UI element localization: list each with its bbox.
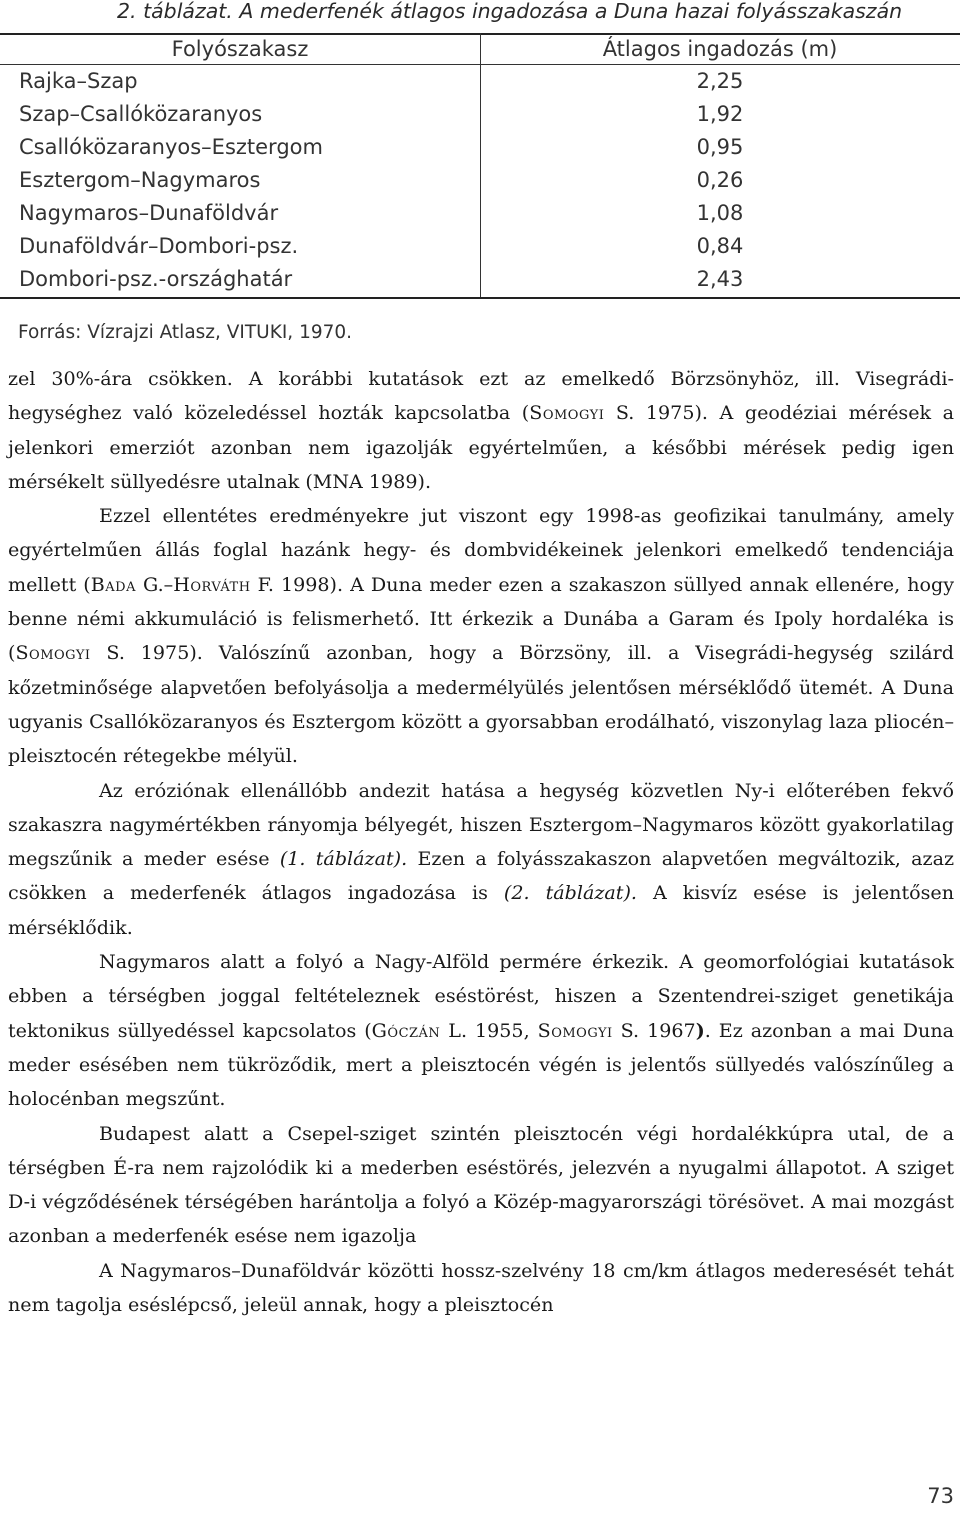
body-text: [8, 362, 954, 1322]
table-cell-value: 1,08: [696, 201, 744, 225]
author-name: Bada: [90, 572, 136, 596]
table-cell-section: Rajka–Szap: [19, 69, 138, 93]
author-name: Góczán: [371, 1018, 441, 1042]
table-cell-value: 2,43: [696, 267, 744, 291]
table-cell-value: 0,95: [696, 135, 744, 159]
table-cell-section: Csallóközaranyos–Esztergom: [19, 135, 323, 159]
table-cell-value: 0,26: [696, 168, 744, 192]
table-bottom-rule: [0, 297, 960, 299]
table-row: [0, 131, 960, 164]
author-name: Somogyi: [15, 641, 91, 665]
table-cell-section: Esztergom–Nagymaros: [19, 168, 261, 192]
page-number: 73: [927, 1484, 954, 1508]
author-name: Somogyi: [529, 401, 605, 425]
paragraph-2: Ezzel ellentétes eredményekre jut viszont egy 1998-as geofizikai tanulmány, amely egyértelműen állás foglal hazánk hegy- és dombvidékeinek jelenkori emelkedő tendenciája mellett (Bada G.–Horváth F. 1998). A Duna meder ezen a szakaszon süllyed annak ellenére, hogy benne némi akkumuláció is felismerhető. Itt érkezik a Dunába a Garam és Ipoly hordaléka is (Somogyi S. 1975). Valószínű azonban, hogy a Börzsöny, ill. a Visegrádi-hegység szilárd kőzetminősége alapvetően befolyásolja a medermélyülés jelentősen mérséklődő ütemét. A Duna ugyanis Csallóközaranyos és Esztergom között a gyorsabban erodálható, viszonylag laza pliocén–pleisztocén rétegekbe mélyül.: [8, 504, 954, 768]
table-cell-section: Dombori-psz.-országhatár: [19, 267, 293, 291]
table-row: [0, 230, 960, 263]
table-reference: (1. táblázat).: [279, 847, 408, 871]
table-cell-section: Nagymaros–Dunaföldvár: [19, 201, 279, 225]
author-name: Somogyi: [537, 1018, 613, 1042]
paragraph-4: Nagymaros alatt a folyó a Nagy-Alföld permére érkezik. A geomorfológiai kutatások ebben a térségben joggal feltételeznek eséstörést, hiszen a Szentendrei-sziget genetikája tektonikus süllyedéssel kapcsolatos (Góczán L. 1955, Somogyi S. 1967). Ez azonban a mai Duna meder esésében nem tükröződik, mert a pleisztocén végén is jelentős süllyedés valószínűleg a holocénban megszűnt.: [8, 950, 955, 1111]
table-row: [0, 65, 960, 98]
table-cell-value: 1,92: [696, 102, 744, 126]
author-name: Horváth: [173, 572, 251, 596]
paragraph-1: zel 30%-ára csökken. A korábbi kutatások ezt az emelkedő Börzsönyhöz, ill. Visegrádi-hegységhez való közeledéssel hozták kapcsolatba (Somogyi S. 1975). A geodéziai mérések a jelenkori emerziót azonban nem igazolják egyértelműen, a későbbi mérések pedig igen mérsékelt süllyedésre utalnak (MNA 1989).: [8, 367, 954, 493]
paragraph-3: Az eróziónak ellenállóbb andezit hatása a hegység közvetlen Ny-i előterében fekvő szakaszra nagymértékben rányomja bélyegét, hiszen Esztergom–Nagymaros között gyakorlatilag megszűnik a meder esése (1. táblázat). Ezen a folyásszakaszon alapvetően megváltozik, azaz csökken a mederfenék átlagos ingadozása is (2. táblázat). A kisvíz esése is jelentősen mérséklődik.: [8, 778, 955, 939]
table-cell-value: 0,84: [696, 234, 744, 258]
table-cell-section: Szap–Csallóközaranyos: [19, 102, 263, 126]
table-row: [0, 98, 960, 131]
table-header-value: Átlagos ingadozás (m): [602, 37, 838, 61]
table-cell-section: Dunaföldvár–Dombori-psz.: [19, 234, 299, 258]
table-header-section: Folyószakasz: [171, 37, 309, 61]
table-cell-value: 2,25: [696, 69, 744, 93]
paragraph-5: Budapest alatt a Csepel-sziget szintén pleisztocén végi hordalékkúpra utal, de a térségben É-ra nem rajzolódik ki a mederben eséstörés, jelezvén a nyugalmi állapotot. A sziget D-i végződésének térségében harántolja a folyó a Közép-magyarországi törésövet. A mai mozgást azonban a mederfenék esése nem igazolja: [8, 1121, 954, 1248]
paragraph-6: A Nagymaros–Dunaföldvár közötti hossz-szelvény 18 cm/km átlagos mederesését tehát nem tagolja eséslépcső, jeleül annak, hogy a pleisztocén: [8, 1258, 954, 1317]
table-row: [0, 263, 960, 296]
table-row: [0, 197, 960, 230]
table-body: [0, 65, 960, 296]
table-row: [0, 164, 960, 197]
table-source-note: Forrás: Vízrajzi Atlasz, VITUKI, 1970.: [18, 322, 353, 343]
table-reference: (2. táblázat).: [503, 881, 637, 905]
table-caption: 2. táblázat. A mederfenék átlagos ingadozása a Duna hazai folyásszakaszán: [117, 0, 903, 23]
